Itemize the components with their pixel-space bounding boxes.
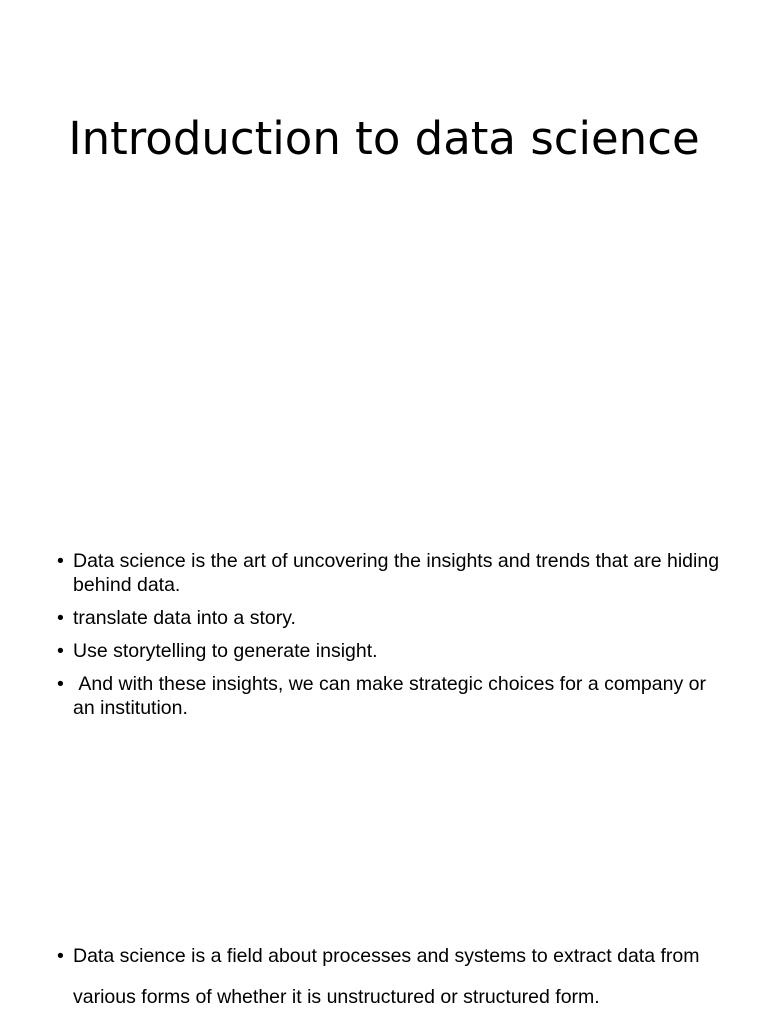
bullet-marker: • [57, 550, 64, 572]
bullet-marker: • [57, 945, 64, 967]
list-item-text: Use storytelling to generate insight. [73, 640, 378, 662]
list-item [57, 639, 727, 663]
list-item-text: And with these insights, we can make strategic choices for a company or an institution. [73, 673, 712, 719]
bullet-marker: • [57, 607, 64, 629]
list-item [57, 672, 727, 720]
list-item [57, 549, 727, 597]
page-title: Introduction to data science [68, 112, 700, 165]
list-item-text: translate data into a story. [73, 607, 296, 629]
list-item [57, 936, 727, 1018]
list-item [57, 606, 727, 630]
bullet-marker: • [57, 640, 64, 662]
bullet-marker: • [57, 673, 64, 695]
bullet-list-intro [57, 549, 727, 729]
bullet-list-definition [57, 936, 727, 1018]
list-item-text: Data science is the art of uncovering the insights and trends that are hiding behind data. [73, 550, 720, 596]
list-item-text: Data science is a field about processes and systems to extract data from various forms of whether it is unstructured or structured form. [73, 945, 700, 1008]
